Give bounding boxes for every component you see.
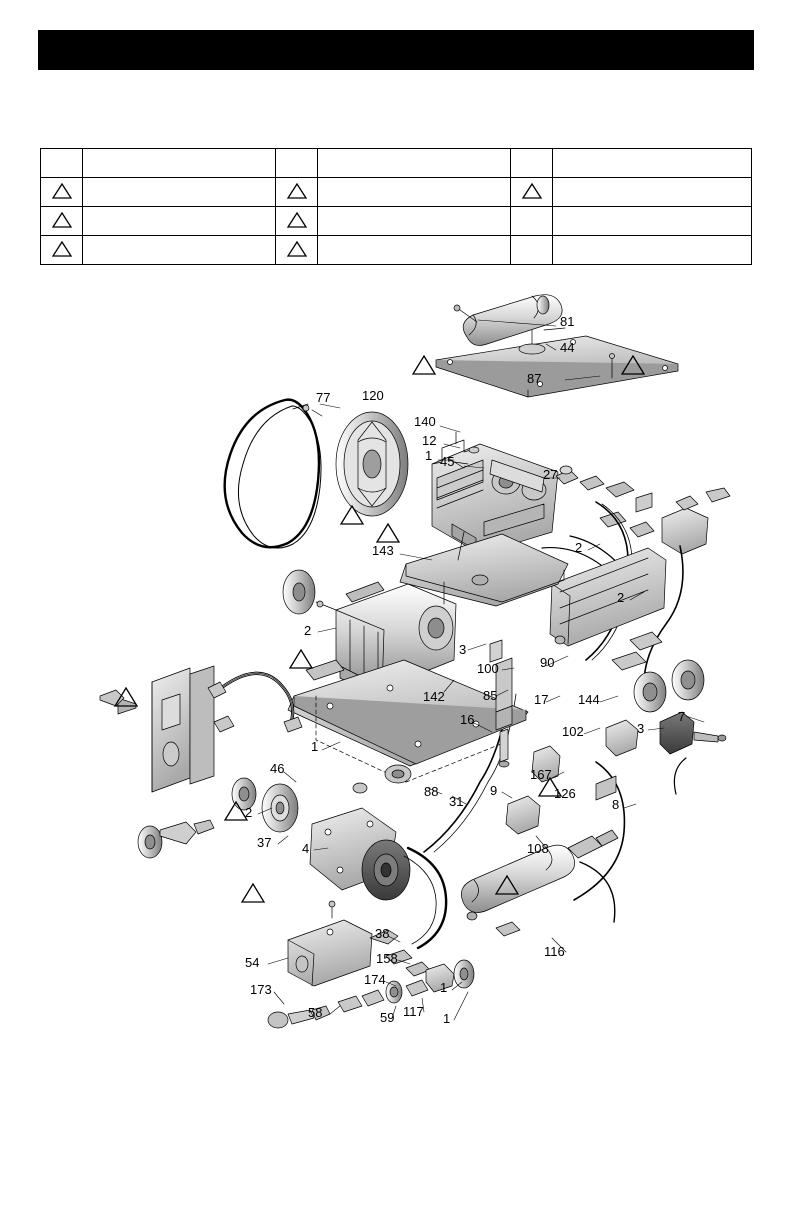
part-large-pulley bbox=[336, 412, 408, 516]
callout-17: 17 bbox=[534, 692, 549, 707]
legend-text-cell bbox=[318, 236, 511, 265]
callout-2-motor: 2 bbox=[304, 623, 312, 638]
legend-text-cell bbox=[83, 207, 276, 236]
callout-58: 58 bbox=[308, 1005, 323, 1020]
callout-16: 16 bbox=[460, 712, 475, 727]
part-valve-block bbox=[288, 901, 372, 986]
callout-4: 4 bbox=[302, 841, 310, 856]
warning-triangle-icon bbox=[51, 211, 73, 229]
callout-46: 46 bbox=[270, 761, 285, 776]
legend-warning-cell bbox=[511, 207, 553, 236]
table-row bbox=[41, 207, 752, 236]
callout-2-left: 2 bbox=[245, 805, 253, 820]
legend-text-cell bbox=[83, 149, 276, 178]
callout-100: 100 bbox=[477, 661, 499, 676]
legend-warning-cell bbox=[41, 207, 83, 236]
legend-text-cell bbox=[318, 149, 511, 178]
legend-warning-cell bbox=[511, 178, 553, 207]
legend-warning-cell bbox=[41, 178, 83, 207]
callout-12: 12 bbox=[422, 433, 437, 448]
callout-38: 38 bbox=[375, 926, 390, 941]
parts-legend-table bbox=[40, 148, 752, 265]
page-header-banner bbox=[38, 30, 754, 70]
callout-143: 143 bbox=[372, 543, 394, 558]
callout-173: 173 bbox=[250, 982, 272, 997]
callout-87: 87 bbox=[527, 371, 542, 386]
table-row bbox=[41, 149, 752, 178]
callout-9: 9 bbox=[490, 783, 498, 798]
callout-116: 116 bbox=[544, 944, 565, 959]
callout-37: 37 bbox=[257, 835, 272, 850]
legend-text-cell bbox=[83, 178, 276, 207]
legend-warning-cell bbox=[276, 207, 318, 236]
callout-8: 8 bbox=[612, 797, 620, 812]
callout-3-motor: 3 bbox=[459, 642, 467, 657]
legend-body bbox=[41, 149, 752, 265]
warning-triangle-icon bbox=[286, 211, 308, 229]
callout-77: 77 bbox=[316, 390, 331, 405]
callout-85: 85 bbox=[483, 688, 498, 703]
callout-90: 90 bbox=[540, 655, 555, 670]
part-left-bracket bbox=[152, 666, 214, 792]
legend-text-cell bbox=[553, 236, 752, 265]
callout-2-upper: 2 bbox=[575, 540, 583, 555]
legend-warning-cell bbox=[276, 236, 318, 265]
callout-142: 142 bbox=[423, 689, 445, 704]
callout-31: 31 bbox=[449, 794, 464, 809]
callout-54: 54 bbox=[245, 955, 260, 970]
warning-triangle-icon bbox=[286, 240, 308, 258]
callout-117: 117 bbox=[403, 1004, 424, 1019]
warning-triangle-icon bbox=[521, 182, 543, 200]
warning-triangle-icon bbox=[286, 182, 308, 200]
callout-144: 144 bbox=[578, 692, 600, 707]
legend-warning-cell bbox=[41, 149, 83, 178]
callout-59: 59 bbox=[380, 1010, 395, 1025]
callout-120: 120 bbox=[362, 388, 384, 403]
callout-1-lower-b: 1 bbox=[443, 1011, 451, 1026]
legend-warning-cell bbox=[511, 149, 553, 178]
callout-81: 81 bbox=[560, 314, 575, 329]
callout-102: 102 bbox=[562, 724, 584, 739]
callout-7: 7 bbox=[678, 709, 686, 724]
warning-triangle-icon bbox=[51, 182, 73, 200]
legend-warning-cell bbox=[41, 236, 83, 265]
part-cooler bbox=[550, 548, 666, 646]
table-row bbox=[41, 178, 752, 207]
legend-warning-cell bbox=[276, 178, 318, 207]
callout-126: 126 bbox=[554, 786, 576, 801]
diagram-artwork bbox=[40, 292, 752, 1032]
legend-text-cell bbox=[318, 178, 511, 207]
legend-text-cell bbox=[553, 207, 752, 236]
exploded-parts-diagram bbox=[40, 292, 752, 1032]
callout-158: 158 bbox=[376, 951, 398, 966]
callout-27: 27 bbox=[543, 467, 558, 482]
callout-108: 108 bbox=[527, 841, 549, 856]
callout-88: 88 bbox=[424, 784, 439, 799]
table-row bbox=[41, 236, 752, 265]
legend-text-cell bbox=[83, 236, 276, 265]
callout-3-right: 3 bbox=[637, 721, 645, 736]
warning-triangle-icon bbox=[51, 240, 73, 258]
callout-45: 45 bbox=[440, 454, 455, 469]
callout-1-base: 1 bbox=[311, 739, 319, 754]
legend-text-cell bbox=[553, 149, 752, 178]
callout-174: 174 bbox=[364, 972, 386, 987]
legend-warning-cell bbox=[276, 149, 318, 178]
callout-44: 44 bbox=[560, 340, 575, 355]
part-pump bbox=[310, 808, 410, 900]
callout-1-lower-a: 1 bbox=[440, 980, 448, 995]
legend-text-cell bbox=[318, 207, 511, 236]
legend-text-cell bbox=[553, 178, 752, 207]
part-base-plate bbox=[288, 660, 528, 782]
callout-2-cooler: 2 bbox=[617, 590, 625, 605]
legend-warning-cell bbox=[511, 236, 553, 265]
callout-167: 167 bbox=[530, 767, 552, 782]
callout-1-compressor: 1 bbox=[425, 448, 433, 463]
callout-140: 140 bbox=[414, 414, 436, 429]
